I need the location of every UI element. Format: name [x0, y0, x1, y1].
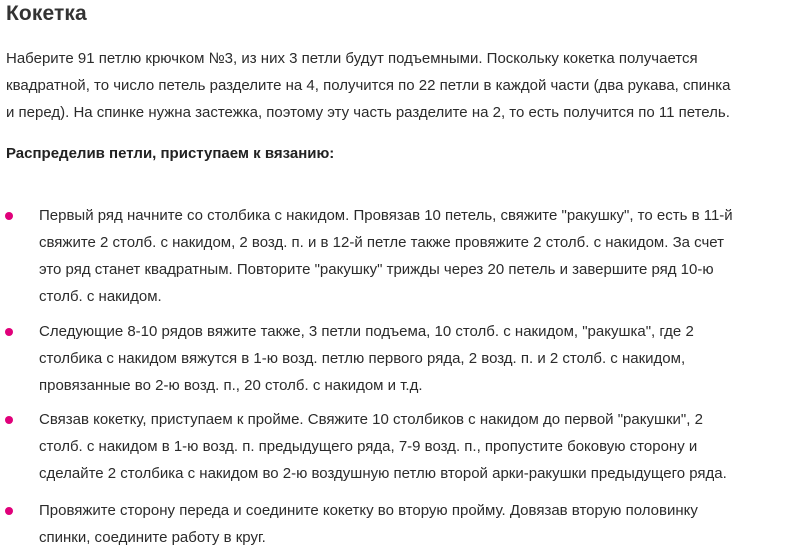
bullet-dot-icon	[5, 212, 13, 220]
step-line: Провяжите сторону переда и соедините кокетку во вторую пройму. Довязав вторую половинку	[39, 502, 698, 519]
step-line: Связав кокетку, приступаем к пройме. Свяжите 10 столбиков с накидом до первой "ракушки", 2	[39, 411, 703, 428]
list-item-text	[39, 406, 727, 487]
section-subheading: Распределив петли, приступаем к вязанию:	[6, 145, 335, 162]
bullet-dot-icon	[5, 328, 13, 336]
list-item-text	[39, 318, 694, 399]
step-line: столбика с накидом вяжутся в 1-ю возд. петлю первого ряда, 2 возд. п. и 2 столб. с накидом,	[39, 350, 686, 367]
step-line: Первый ряд начните со столбика с накидом. Провязав 10 петель, свяжите "ракушку", то есть в 11-й	[39, 207, 733, 224]
intro-line: квадратной, то число петель разделите на 4, получится по 22 петли в каждой части (два рукава, спинка	[6, 77, 731, 94]
step-line: сделайте 2 столбика с накидом во 2-ю воздушную петлю второй арки-ракушки предыдущего ряда.	[39, 465, 727, 482]
intro-line: Наберите 91 петлю крючком №3, из них 3 петли будут подъемными. Поскольку кокетка получается	[6, 50, 698, 67]
step-line: спинки, соедините работу в круг.	[39, 529, 266, 546]
list-item-text	[39, 497, 698, 551]
bullet-dot-icon	[5, 416, 13, 424]
list-item-text	[39, 202, 733, 310]
intro-line: и перед). На спинке нужна застежка, поэтому эту часть разделите на 2, то есть получится по 11 петель.	[6, 104, 730, 121]
step-line: провязанные во 2-ю возд. п., 20 столб. с накидом и т.д.	[39, 377, 423, 394]
step-line: Следующие 8-10 рядов вяжите также, 3 петли подъема, 10 столб. с накидом, "ракушка", где 2	[39, 323, 694, 340]
intro-paragraph	[6, 45, 800, 126]
step-line: столб. с накидом в 1-ю возд. п. предыдущего ряда, 7-9 возд. п., пропустите боковую сторону и	[39, 438, 698, 455]
step-line: это ряд станет квадратным. Повторите "ракушку" трижды через 20 петель и завершите ряд 10-ю	[39, 261, 714, 278]
step-line: столб. с накидом.	[39, 288, 162, 305]
step-line: свяжите 2 столб. с накидом, 2 возд. п. и в 12-й петле также провяжите 2 столб. с накидом. За счет	[39, 234, 724, 251]
bullet-dot-icon	[5, 507, 13, 515]
article-title: Кокетка	[6, 2, 87, 25]
